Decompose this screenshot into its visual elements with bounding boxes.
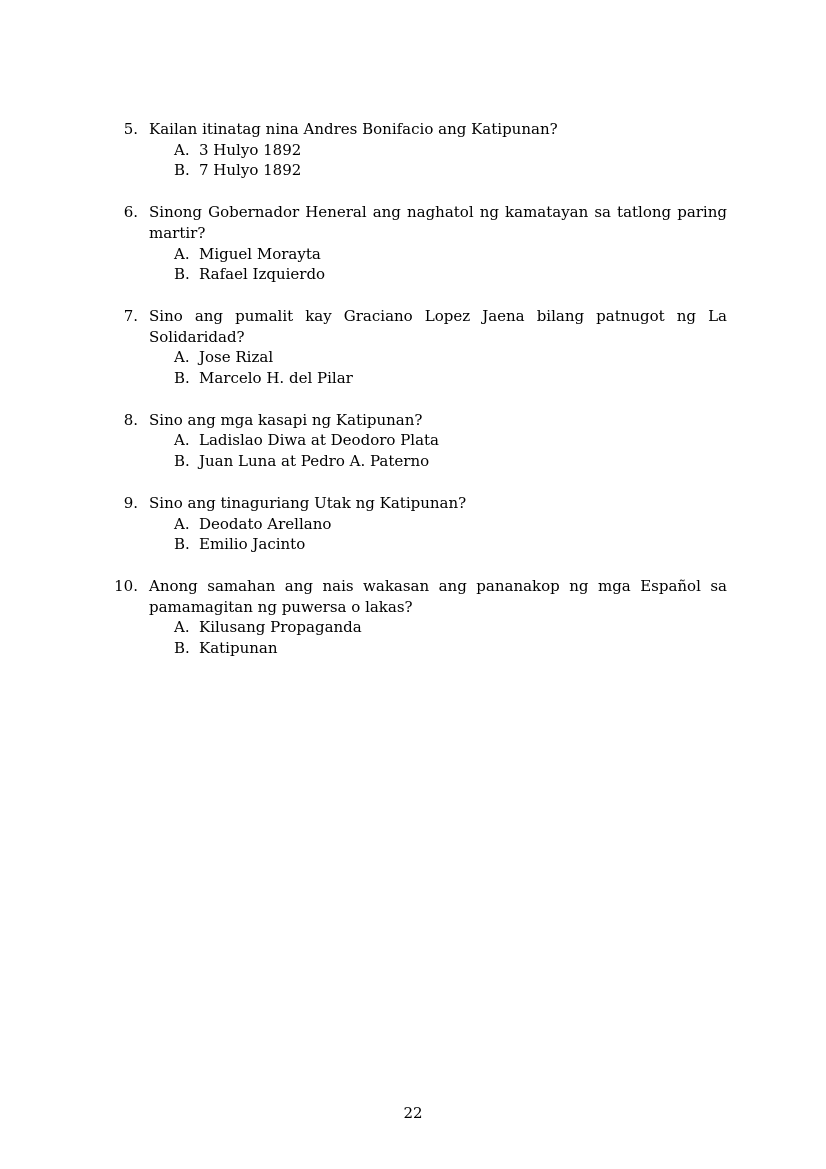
question-number: 10. [114, 576, 138, 595]
option-letter: B. [174, 265, 190, 284]
option-list [149, 430, 727, 471]
question-item [111, 493, 727, 555]
option-item [174, 638, 727, 659]
question-number: 7. [123, 306, 138, 325]
question-text: Sino ang mga kasapi ng Katipunan? [149, 410, 423, 429]
option-text: Rafael Izquierdo [199, 265, 326, 284]
option-list [149, 244, 727, 285]
option-letter: A. [174, 348, 190, 367]
option-letter: A. [174, 514, 190, 533]
question-item [111, 576, 727, 659]
question-item [111, 306, 727, 389]
option-text: Juan Luna at Pedro A. Paterno [199, 452, 430, 471]
question-number: 6. [123, 203, 138, 222]
option-letter: B. [174, 535, 190, 554]
option-text: 3 Hulyo 1892 [199, 140, 302, 159]
option-letter: A. [174, 244, 190, 263]
option-item [174, 347, 727, 368]
question-number: 9. [123, 493, 138, 512]
question-number: 5. [123, 120, 138, 138]
option-text: Ladislao Diwa at Deodoro Plata [199, 431, 439, 450]
option-letter: B. [174, 161, 190, 180]
page-number: 22 [403, 1104, 423, 1122]
option-item [174, 140, 727, 161]
option-list [149, 347, 727, 388]
option-text: Emilio Jacinto [199, 535, 306, 554]
question-item [111, 410, 727, 472]
option-list [149, 514, 727, 555]
option-list [149, 140, 727, 181]
option-text: Jose Rizal [199, 348, 274, 367]
option-item [174, 451, 727, 472]
option-item [174, 264, 727, 285]
question-list [111, 119, 727, 680]
question-item [111, 119, 727, 181]
option-item [174, 368, 727, 389]
option-item [174, 534, 727, 555]
option-letter: B. [174, 452, 190, 471]
option-text: 7 Hulyo 1892 [199, 161, 302, 180]
question-text: Kailan itinatag nina Andres Bonifacio ang Katipunan? [149, 120, 558, 138]
question-number: 8. [123, 410, 138, 429]
option-text: Katipunan [199, 639, 278, 658]
question-text: Anong samahan ang nais wakasan ang pananakop ng mga Español sa pamamagitan ng puwersa o lakas? [149, 576, 727, 616]
option-item [174, 244, 727, 265]
option-text: Kilusang Propaganda [199, 618, 362, 637]
option-item [174, 514, 727, 535]
option-letter: A. [174, 618, 190, 637]
option-text: Miguel Morayta [199, 244, 321, 263]
option-letter: A. [174, 140, 190, 159]
option-item [174, 617, 727, 638]
option-letter: B. [174, 639, 190, 658]
option-letter: B. [174, 369, 190, 388]
option-text: Deodato Arellano [199, 514, 332, 533]
option-text: Marcelo H. del Pilar [199, 369, 353, 388]
option-letter: A. [174, 431, 190, 450]
question-text: Sinong Gobernador Heneral ang naghatol ng kamatayan sa tatlong paring martir? [149, 203, 727, 242]
option-item [174, 430, 727, 451]
question-item [111, 202, 727, 285]
option-list [149, 617, 727, 658]
option-item [174, 160, 727, 181]
question-text: Sino ang pumalit kay Graciano Lopez Jaena bilang patnugot ng La Solidaridad? [149, 306, 727, 346]
question-text: Sino ang tinaguriang Utak ng Katipunan? [149, 493, 467, 512]
